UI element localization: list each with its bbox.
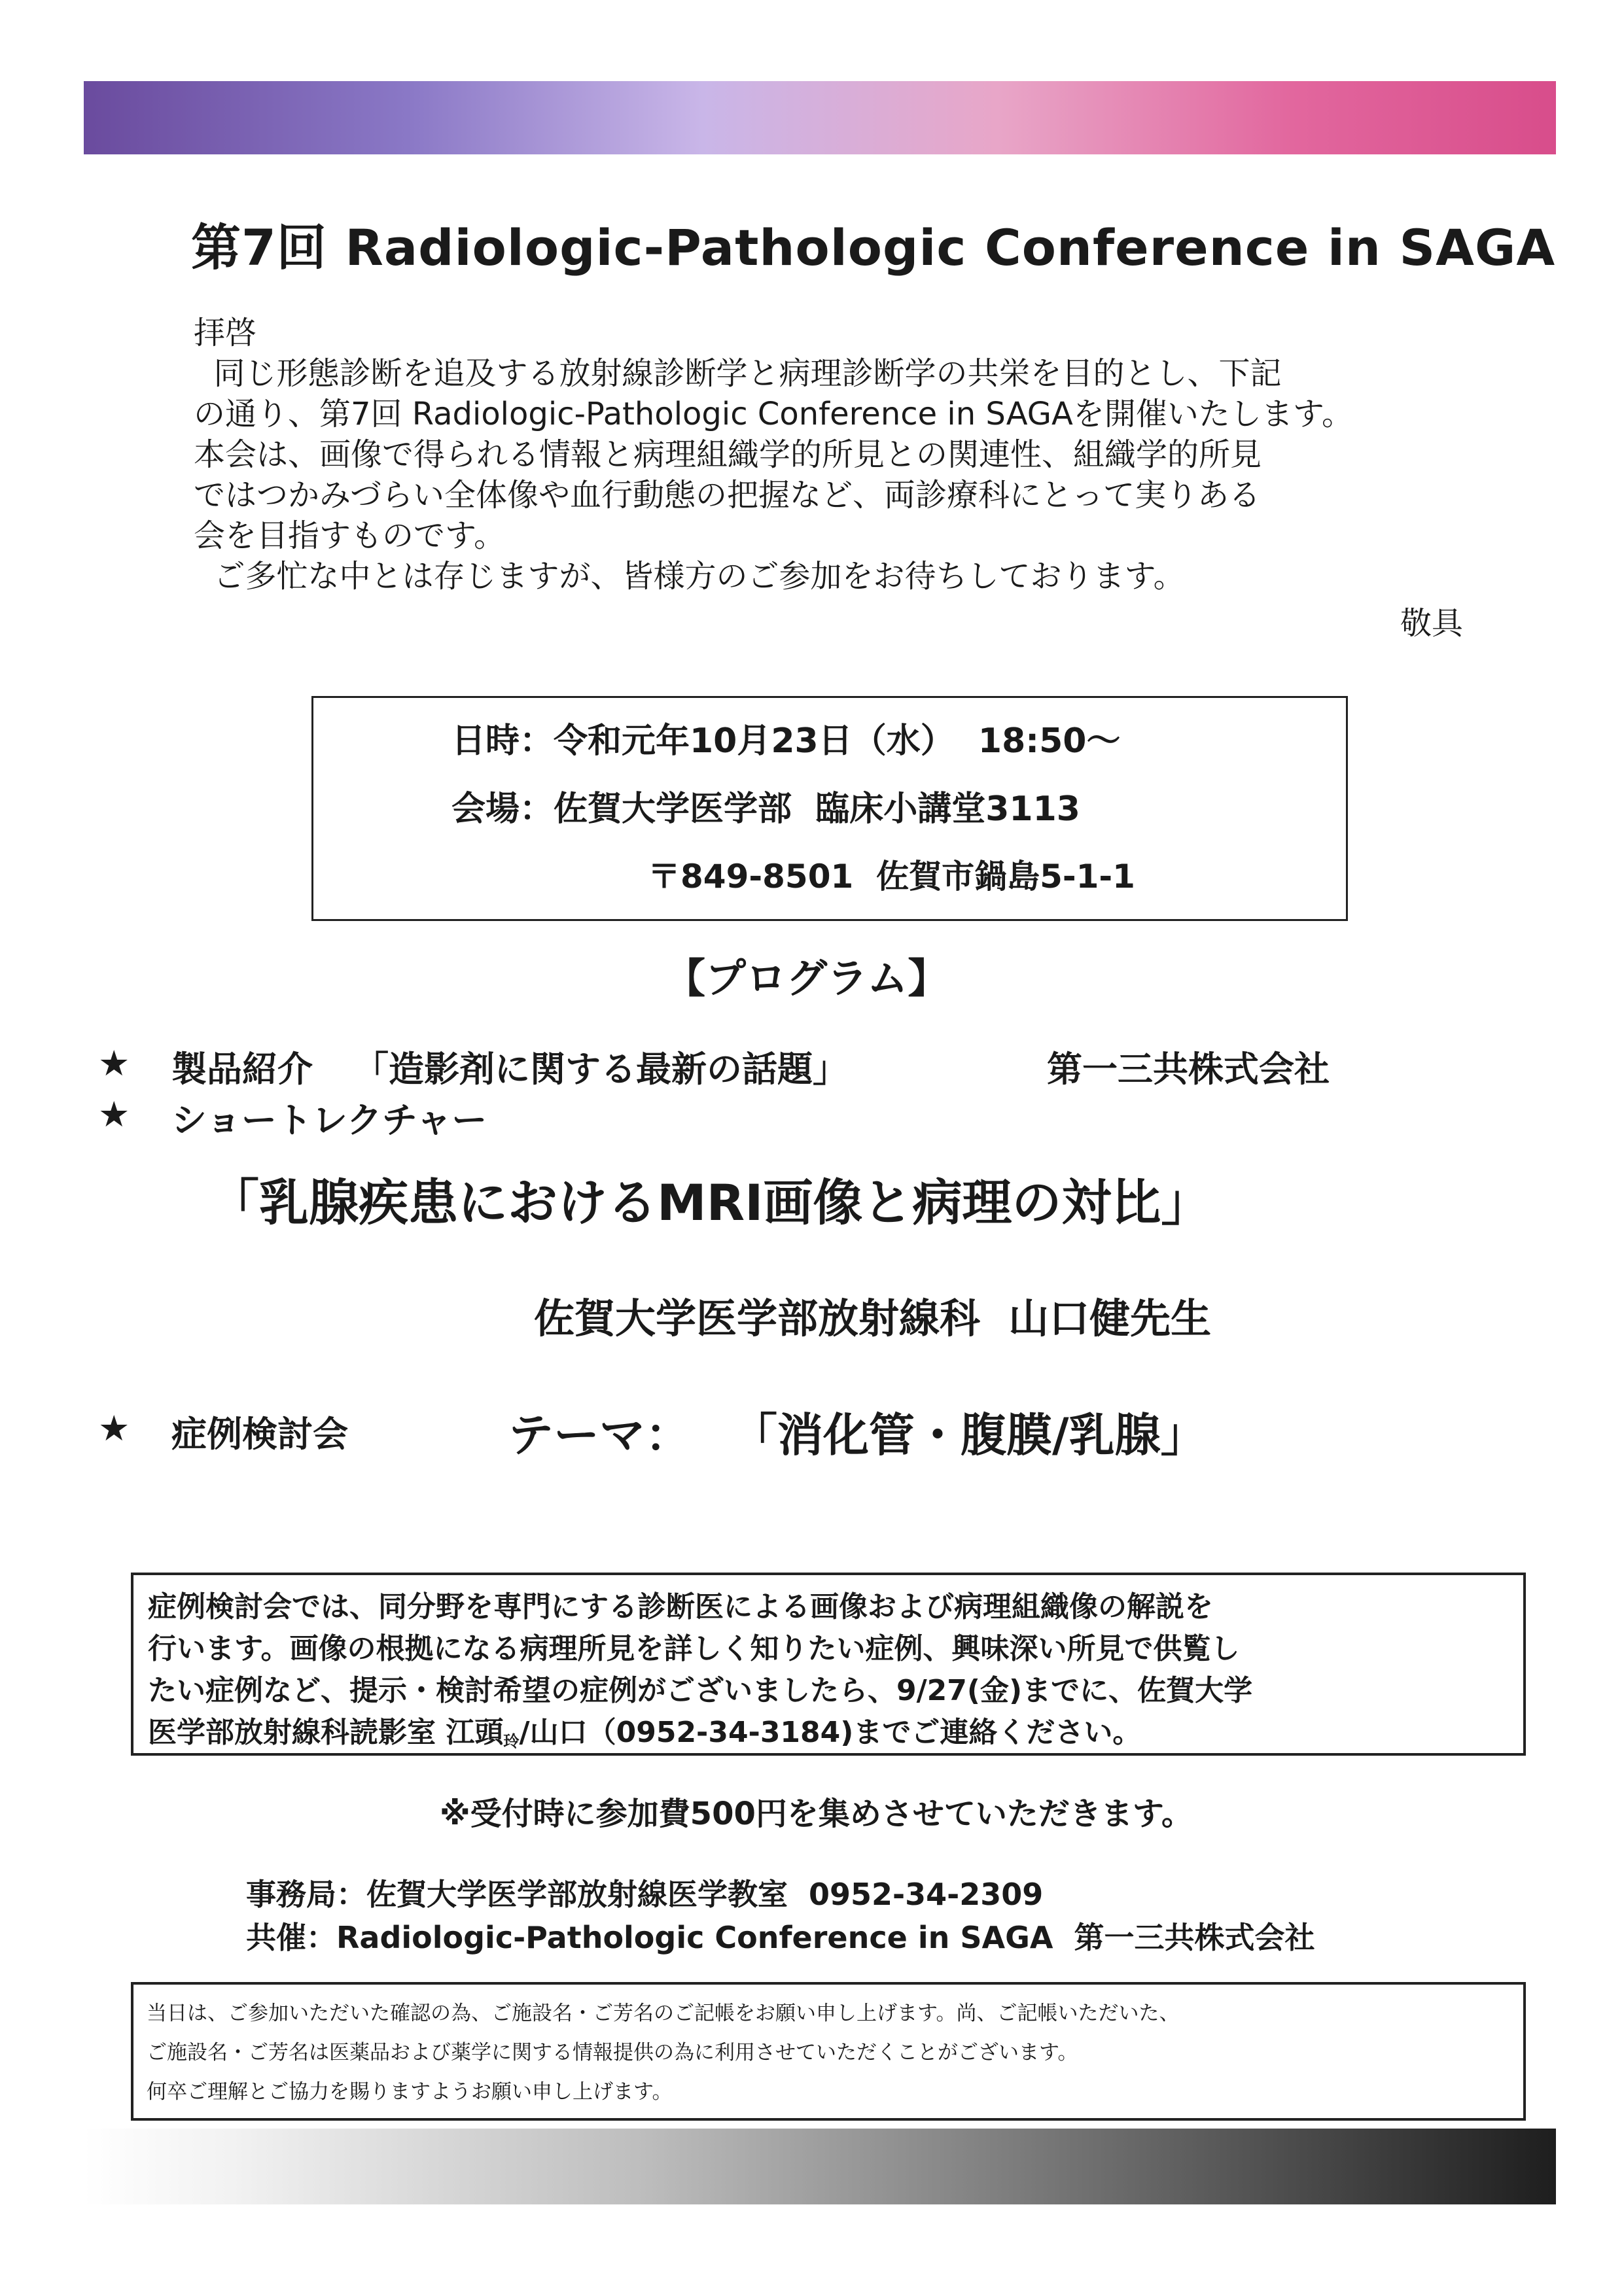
notice-line-1: 症例検討会では、同分野を専門にする診断医による画像および病理組織像の解説を: [148, 1590, 1213, 1624]
notice-line-4-sub: 玲: [503, 1732, 520, 1751]
notice-line-4: [148, 1709, 1141, 1751]
top-gradient-band: [84, 81, 1556, 154]
star-icon: ★: [98, 1094, 130, 1135]
cohost: 共催：Radiologic-Pathologic Conference in SAGA 第一三共株式会社: [246, 1920, 1315, 1955]
notice-line-2: 行います。画像の根拠になる病理所見を詳しく知りたい症例、興味深い所見で供覧し: [148, 1632, 1240, 1665]
lecturer: 佐賀大学医学部放射線科 山口健先生: [534, 1295, 1212, 1342]
greeting-line-6: ご多忙な中とは存じますが、皆様方のご参加をお待ちしております。: [194, 558, 1185, 595]
office-contact: 事務局：佐賀大学医学部放射線医学教室 0952-34-2309: [246, 1877, 1044, 1912]
program-heading: 【プログラム】: [665, 954, 949, 1002]
item1-company: 第一三共株式会社: [1047, 1049, 1330, 1090]
event-datetime: 日時：令和元年10月23日（水） 18:50～: [451, 722, 1121, 761]
disclaimer-line-3: 何卒ご理解とご協力を賜りますようお願い申し上げます。: [147, 2080, 673, 2104]
disclaimer-line-2: ご施設名・ご芳名は医薬品および薬学に関する情報提供の為に利用させていただくことがございます。: [147, 2041, 1078, 2064]
item1-label: 製品紹介: [171, 1049, 313, 1090]
event-venue: 会場：佐賀大学医学部 臨床小講堂3113: [451, 790, 1080, 829]
greeting-line-5: 会を目指すものです。: [194, 517, 506, 554]
notice-line-4-a: 医学部放射線科読影室 江頭: [148, 1716, 504, 1749]
notice-line-4-b: /山口（0952-34-3184)までご連絡ください。: [519, 1716, 1142, 1749]
star-icon: ★: [98, 1043, 130, 1084]
page-title: 第7回 Radiologic-Pathologic Conference in SAGA: [191, 218, 1556, 277]
greeting-line-3: 本会は、画像で得られる情報と病理組織学的所見との関連性、組織学的所見: [194, 436, 1262, 473]
star-icon: ★: [98, 1408, 130, 1449]
theme-label: テーマ：: [508, 1408, 691, 1462]
lecture-title: 「乳腺疾患におけるMRI画像と病理の対比」: [209, 1174, 1211, 1232]
item2-label: ショートレクチャー: [171, 1100, 487, 1141]
greeting-line-4: ではつかみづらい全体像や血行動態の把握など、両診療科にとって実りある: [194, 477, 1261, 513]
event-address: 〒849-8501 佐賀市鍋島5-1-1: [648, 858, 1135, 896]
disclaimer-line-1: 当日は、ご参加いただいた確認の為、ご施設名・ご芳名のご記帳をお願い申し上げます。尚、ご記帳いただいた、: [147, 2002, 1180, 2025]
greeting-open: 拝啓: [194, 315, 257, 351]
theme: 「消化管・腹膜/乳腺」: [732, 1408, 1207, 1462]
item1-title: 「造影剤に関する最新の話題」: [353, 1049, 848, 1090]
greeting-close: 敬具: [1400, 605, 1464, 642]
bottom-gradient-band: [84, 2129, 1556, 2204]
greeting-line-2: の通り、第7回 Radiologic-Pathologic Conference in SAGAを開催いたします。: [194, 396, 1353, 432]
notice-line-3: たい症例など、提示・検討希望の症例がございましたら、9/27(金)までに、佐賀大学: [148, 1674, 1253, 1707]
greeting-line-1: 同じ形態診断を追及する放射線診断学と病理診断学の共栄を目的とし、下記: [194, 355, 1282, 392]
item3-label: 症例検討会: [171, 1414, 348, 1455]
fee-note: ※受付時に参加費500円を集めさせていただきます。: [440, 1796, 1193, 1832]
